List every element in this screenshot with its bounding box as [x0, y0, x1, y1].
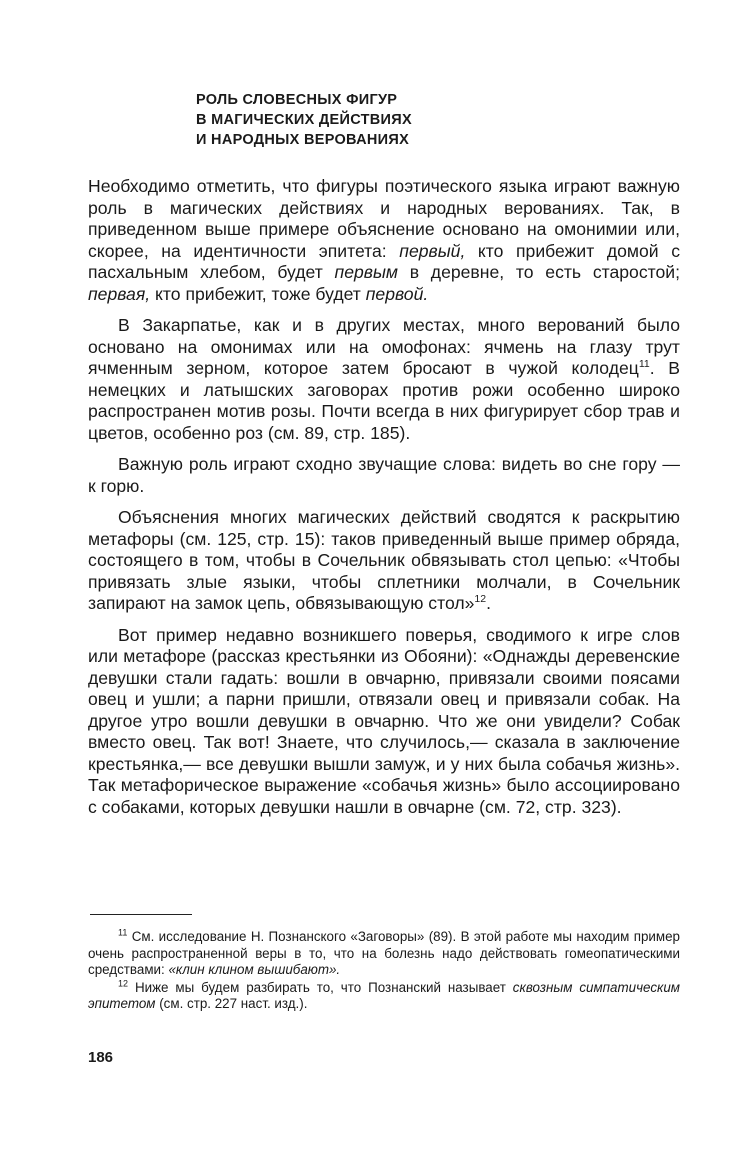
footnote-12-italic: сквозным симпатическим эпитетом [88, 979, 680, 1012]
footnote-number-11: 11 [118, 927, 128, 938]
italic-word-2: первым [334, 262, 398, 282]
heading-line-2: В МАГИЧЕСКИХ ДЕЙСТВИЯХ [196, 112, 412, 128]
paragraph-2-text-1: В Закарпатье, как и в других местах, много верований было основано на омонимах или на омофонах: ячмень на глазу трут ячменным зерном, которое затем бросают в чужой колодец [88, 315, 680, 378]
paragraph-1-text-3: в деревне, то есть старостой; [397, 262, 680, 282]
footnote-11 [88, 929, 680, 979]
paragraph-1-text-2: кто прибежит домой с пасхальным хлебом, будет [88, 240, 680, 282]
footnote-12 [88, 980, 680, 1013]
italic-word-4: первой. [365, 283, 429, 304]
heading-line-1: РОЛЬ СЛОВЕСНЫХ ФИГУР [196, 92, 398, 108]
footnotes [88, 929, 680, 1014]
footnote-ref-11: 11 [638, 358, 650, 371]
italic-word-3: первая, [88, 283, 151, 304]
paragraph-1-text-1: Необходимо отметить, что фигуры поэтического языка играют важную роль в магических действиях и народных верованиях. Так, в приведенном выше примере объяснение основано на омонимии или, скорее, на идентичности эпитета: [88, 176, 680, 261]
footnote-12-text-2: (см. стр. 227 наст. изд.). [155, 996, 308, 1012]
paragraph-1 [88, 176, 680, 305]
paragraph-1-text-4: кто прибежит, тоже будет [150, 283, 366, 304]
paragraph-4-text-1: Объяснения многих магических действий сводятся к раскрытию метафоры (см. 125, стр. 15): таков приведенный выше пример обряда, состоящего в том, чтобы в Сочельник обвязывать стол цепью: «Чтобы привязать злые языки, чтобы сплетники молчали, в Сочельник запирают на замок цепь, обвязывающую стол» [88, 507, 680, 613]
paragraph-4-text-2: . [486, 593, 491, 613]
italic-word-1: первый, [399, 240, 466, 261]
heading-line-3: И НАРОДНЫХ ВЕРОВАНИЯХ [196, 132, 410, 148]
chapter-heading [196, 90, 526, 150]
footnote-11-text: См. исследование Н. Познанского «Заговоры» (89). В этой работе мы находим пример очень распространенной веры в то, что на болезнь надо действовать гомеопатическими средствами: [88, 929, 680, 978]
footnote-12-text-1: Ниже мы будем разбирать то, что Познанский называет [128, 979, 513, 995]
footnote-ref-12: 12 [474, 593, 487, 606]
page-number: 186 [88, 1049, 114, 1066]
footnote-number-12: 12 [118, 978, 129, 989]
footnote-divider [90, 914, 192, 915]
paragraph-4 [88, 507, 680, 615]
body-text [88, 176, 680, 818]
footnote-11-italic: «клин клином вышибают». [168, 962, 341, 978]
paragraph-3: Важную роль играют сходно звучащие слова: видеть во сне гору — к горю. [88, 454, 680, 496]
paragraph-5: Вот пример недавно возникшего поверья, сводимого к игре слов или метафоре (рассказ крестьянки из Обояни): «Однажды деревенские девушки стали гадать: вошли в овчарню, привязали своими поясами овец и ушли; а парни пришли, отвязали овец и привязали собак. На другое утро вошли девушки в овчарню. Что же они увидели? Собак вместо овец. Так вот! Знаете, что случилось,— сказала в заключение крестьянка,— все девушки вышли замуж, и у них была собачья жизнь». Так метафорическое выражение «собачья жизнь» было ассоциировано с собаками, которых девушки нашли в овчарне (см. 72, стр. 323). [88, 624, 680, 817]
paragraph-2 [88, 315, 680, 444]
paragraph-2-text-2: . В немецких и латышских заговорах против рожи особенно широко распространен мотив розы. Почти всегда в них фигурирует сбор трав и цветов, особенно роз (см. 89, стр. 185). [88, 358, 681, 443]
